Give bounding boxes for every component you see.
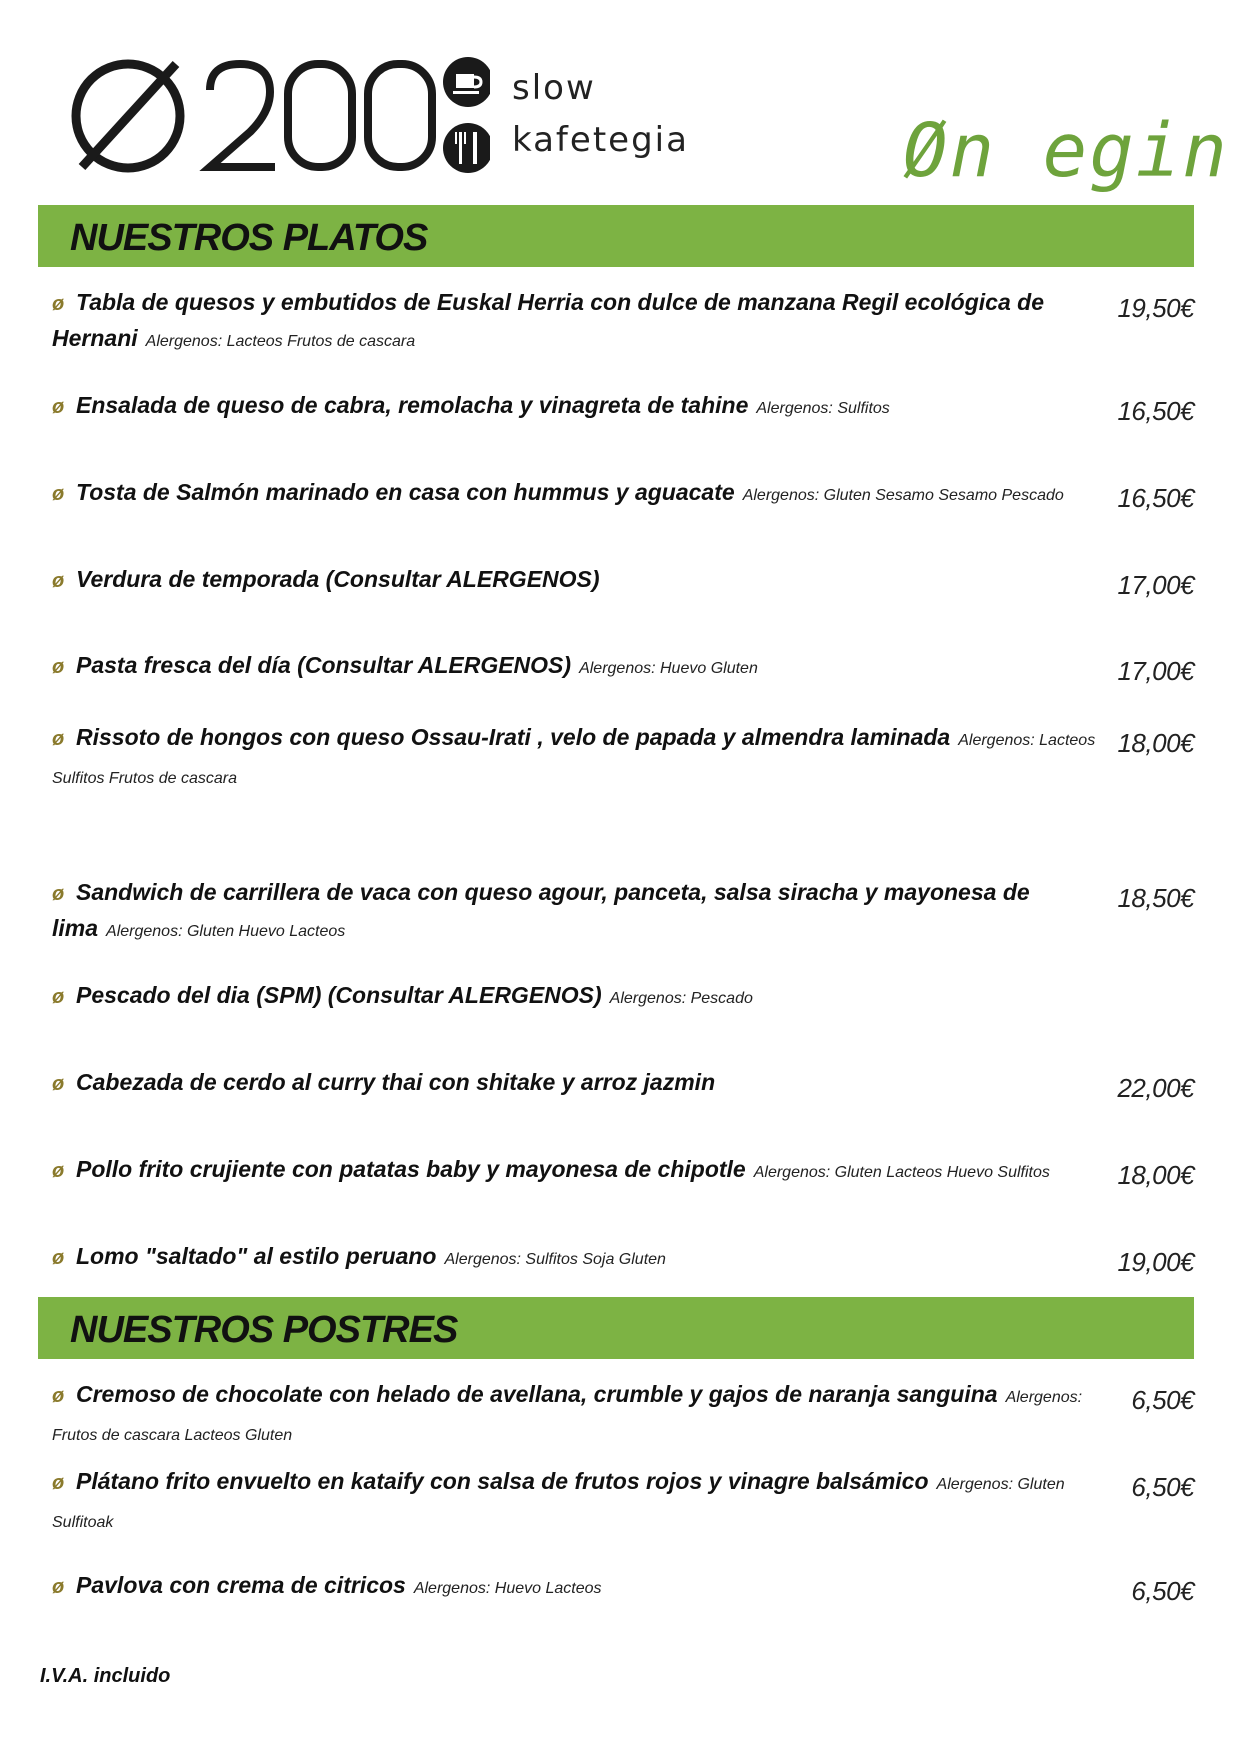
cutlery-icon [443, 123, 490, 173]
dish-name: Pescado del dia (SPM) (Consultar ALERGENOS) [76, 982, 602, 1008]
price: 17,00€ [1117, 570, 1194, 600]
bullet-icon: ø [52, 986, 65, 1008]
menu-item [38, 1152, 1194, 1190]
price: 17,00€ [1117, 656, 1194, 686]
bullet-icon: ø [52, 293, 65, 315]
dish-name: Pollo frito crujiente con patatas baby y mayonesa de chipotle [76, 1156, 746, 1182]
dish-name: Plátano frito envuelto en kataify con salsa de frutos rojos y vinagre balsámico [76, 1468, 929, 1494]
motto: Øn egin [903, 108, 1229, 194]
price: 16,50€ [1117, 396, 1194, 426]
bullet-icon: ø [52, 1576, 65, 1598]
allergens: Alergenos: Lacteos Frutos de cascara [145, 333, 416, 350]
allergens: Alergenos: Lacteos Sulfitos Frutos de cascara [52, 732, 1096, 787]
menu-item [38, 1568, 1194, 1606]
tagline-slow: slow [512, 68, 596, 108]
allergens: Alergenos: Gluten Sulfitoak [52, 1476, 1065, 1531]
dish-name: Pavlova con crema de citricos [76, 1572, 406, 1598]
bullet-icon: ø [52, 883, 65, 905]
menu-item [38, 648, 1194, 686]
menu-item-text [38, 1239, 1122, 1277]
price: 6,50€ [1131, 1472, 1194, 1502]
bullet-icon: ø [52, 1247, 65, 1269]
allergens: Alergenos: Gluten Lacteos Huevo Sulfitos [753, 1164, 1050, 1181]
menu-item [38, 978, 1194, 1016]
section-header-platos [38, 205, 1194, 267]
menu-item-text [38, 285, 1122, 359]
section-title-postres: NUESTROS POSTRES [70, 1309, 458, 1351]
dish-name: Sandwich de carrillera de vaca con queso agour, panceta, salsa siracha y mayonesa de lima [52, 879, 1030, 941]
menu-item-text [38, 875, 1122, 949]
price: 18,00€ [1117, 728, 1194, 758]
section-title-platos: NUESTROS PLATOS [70, 217, 428, 259]
menu-item [38, 475, 1194, 513]
price: 18,50€ [1117, 883, 1194, 913]
tagline-kafetegia: kafetegia [512, 120, 689, 160]
menu-item [38, 285, 1194, 359]
dish-name: Cabezada de cerdo al curry thai con shitake y arroz jazmin [76, 1069, 716, 1095]
dish-name: Rissoto de hongos con queso Ossau-Irati , velo de papada y almendra laminada [76, 724, 951, 750]
menu-item-text [38, 720, 1122, 796]
price: 6,50€ [1131, 1385, 1194, 1415]
menu-item-text [38, 1152, 1122, 1190]
dish-name: Pasta fresca del día (Consultar ALERGENOS) [76, 652, 572, 678]
menu-item-text [38, 648, 1122, 686]
tagline [512, 62, 689, 166]
menu-item-text [38, 1065, 1122, 1101]
menu-item [38, 720, 1194, 796]
allergens: Alergenos: Huevo Gluten [579, 660, 758, 677]
logo [70, 52, 490, 187]
price: 19,00€ [1117, 1247, 1194, 1277]
allergens: Alergenos: Frutos de cascara Lacteos Gluten [52, 1389, 1083, 1444]
menu-item [38, 1065, 1194, 1101]
allergens: Alergenos: Gluten Huevo Lacteos [106, 923, 346, 940]
price: 18,00€ [1117, 1160, 1194, 1190]
section-header-postres [38, 1297, 1194, 1359]
dish-name: Verdura de temporada (Consultar ALERGENOS) [76, 566, 600, 592]
bullet-icon: ø [52, 483, 65, 505]
bullet-icon: ø [52, 728, 65, 750]
menu-item [38, 1464, 1194, 1540]
dish-name: Lomo "saltado" al estilo peruano [76, 1243, 437, 1269]
menu-item [38, 388, 1194, 426]
bullet-icon: ø [52, 656, 65, 678]
bullet-icon: ø [52, 1472, 65, 1494]
allergens: Alergenos: Sulfitos [756, 400, 890, 417]
menu-item-text [38, 1377, 1122, 1453]
dish-name: Ensalada de queso de cabra, remolacha y vinagreta de tahine [76, 392, 749, 418]
dish-name: Tabla de quesos y embutidos de Euskal Herria con dulce de manzana Regil ecológica de Hernani [52, 289, 1044, 351]
menu-item-text [38, 475, 1122, 513]
price: 6,50€ [1131, 1576, 1194, 1606]
price: 16,50€ [1117, 483, 1194, 513]
allergens: Alergenos: Gluten Sesamo Sesamo Pescado [742, 487, 1064, 504]
iva-note: I.V.A. incluido [40, 1665, 171, 1687]
menu-item-text [38, 1464, 1122, 1540]
menu-item-text [38, 562, 1122, 598]
menu-item-text [38, 1568, 1122, 1606]
price: 19,50€ [1117, 293, 1194, 323]
menu-item [38, 562, 1194, 598]
dish-name: Tosta de Salmón marinado en casa con hummus y aguacate [76, 479, 735, 505]
menu-item [38, 875, 1194, 949]
dish-name: Cremoso de chocolate con helado de avellana, crumble y gajos de naranja sanguina [76, 1381, 998, 1407]
bullet-icon: ø [52, 1073, 65, 1095]
menu-item-text [38, 388, 1122, 426]
logo-icon [70, 52, 490, 187]
menu-item-text [38, 978, 1122, 1016]
menu-item [38, 1239, 1194, 1277]
bullet-icon: ø [52, 396, 65, 418]
allergens: Alergenos: Huevo Lacteos [413, 1580, 602, 1597]
bullet-icon: ø [52, 1160, 65, 1182]
bullet-icon: ø [52, 1385, 65, 1407]
price: 22,00€ [1117, 1073, 1194, 1103]
allergens: Alergenos: Pescado [609, 990, 753, 1007]
allergens: Alergenos: Sulfitos Soja Gluten [444, 1251, 666, 1268]
menu-item [38, 1377, 1194, 1453]
bullet-icon: ø [52, 570, 65, 592]
